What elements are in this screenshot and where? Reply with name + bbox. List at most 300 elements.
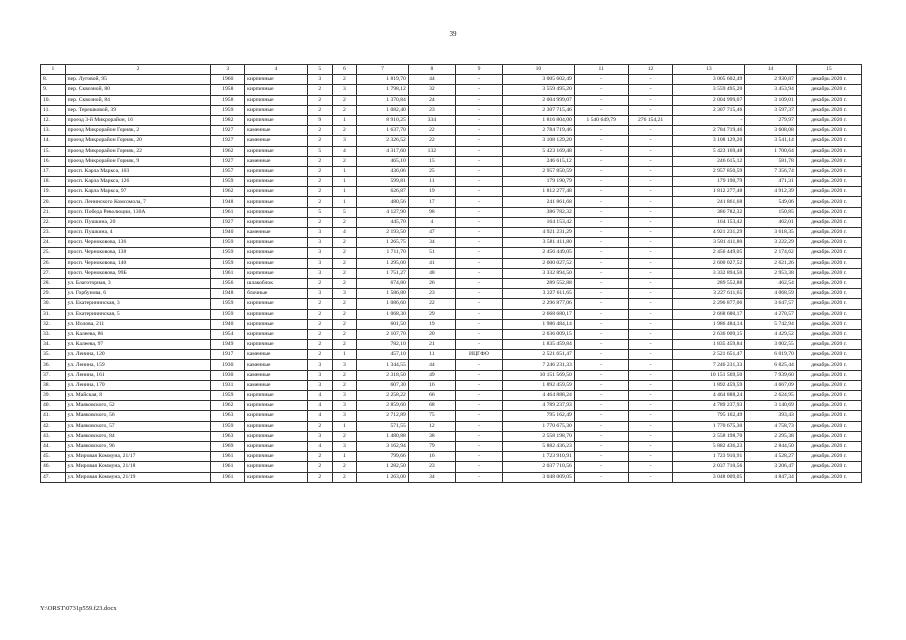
table-cell-col-4: кирпичные <box>245 166 308 176</box>
table-cell-col-2: ул. Майская, 8 <box>65 391 211 401</box>
table-row <box>41 431 862 441</box>
table-cell-col-13: 795 162,49 <box>673 411 745 421</box>
table-cell-col-12: - <box>628 278 673 288</box>
table-cell-col-13: 3 108 129,20 <box>673 136 745 146</box>
table-cell-col-8: 21 <box>408 340 455 350</box>
table-cell-col-6: 5 <box>332 207 357 217</box>
table-cell-col-6: 3 <box>332 441 357 451</box>
table-row <box>41 472 862 482</box>
table-cell-col-13: 2 307 715,46 <box>673 105 745 115</box>
table-cell-col-15: декабрь 2020 г. <box>796 299 861 309</box>
table-cell-col-3: 1959 <box>211 299 245 309</box>
table-cell-col-13: 1 986 484,14 <box>673 319 745 329</box>
table-cell-col-15: декабрь 2020 г. <box>796 360 861 370</box>
table-cell-col-7: 1 082,40 <box>357 105 409 115</box>
table-cell-col-11: - <box>574 431 628 441</box>
table-cell-col-14: 7 939,60 <box>745 370 797 380</box>
table-cell-col-8: 334 <box>408 115 455 125</box>
file-path-footer: Y:\ORST\0731p559.f23.docx <box>40 605 117 612</box>
table-cell-col-13: 246 615,12 <box>673 156 745 166</box>
column-header-5: 5 <box>307 65 332 75</box>
table-cell-col-8: 132 <box>408 146 455 156</box>
table-cell-col-8: 11 <box>408 177 455 187</box>
table-cell-col-11: - <box>574 289 628 299</box>
table-cell-col-13: 3 332 894,50 <box>673 268 745 278</box>
table-cell-col-13: 3 005 602,49 <box>673 75 745 85</box>
table-cell-col-8: 26 <box>408 278 455 288</box>
table-cell-col-2: проезд Микрорайон Горняк, 20 <box>65 136 211 146</box>
table-cell-col-15: декабрь 2020 г. <box>796 472 861 482</box>
table-cell-col-8: 38 <box>408 431 455 441</box>
table-cell-col-12: - <box>628 146 673 156</box>
table-cell-col-14: 1 700,64 <box>745 146 797 156</box>
table-cell-col-15: декабрь 2020 г. <box>796 391 861 401</box>
column-header-15: 15 <box>796 65 861 75</box>
table-cell-col-15: декабрь 2020 г. <box>796 411 861 421</box>
table-cell-col-15: декабрь 2020 г. <box>796 146 861 156</box>
table-cell-col-11: - <box>574 340 628 350</box>
table-cell-col-3: 1959 <box>211 105 245 115</box>
table-cell-col-13: 1 812 277,48 <box>673 187 745 197</box>
table-cell-col-11: - <box>574 391 628 401</box>
table-cell-col-12: - <box>628 299 673 309</box>
table-row <box>41 95 862 105</box>
table-cell-col-7: 1 480,88 <box>357 431 409 441</box>
table-cell-col-2: ул. Маяковского, 84 <box>65 431 211 441</box>
table-cell-col-3: 1940 <box>211 319 245 329</box>
table-cell-col-10: 1 812 277,48 <box>503 187 575 197</box>
table-cell-col-13: 386 782,32 <box>673 207 745 217</box>
table-cell-col-14: 4 270,57 <box>745 309 797 319</box>
table-cell-col-3: 1963 <box>211 411 245 421</box>
table-cell-col-12: - <box>628 136 673 146</box>
table-cell-col-11: - <box>574 126 628 136</box>
table-cell-col-14: 3 597,37 <box>745 105 797 115</box>
table-cell-col-5: 2 <box>307 329 332 339</box>
table-cell-col-14: 2 953,38 <box>745 268 797 278</box>
table-cell-col-6: 2 <box>332 431 357 441</box>
table-cell-col-12: - <box>628 217 673 227</box>
table-cell-col-6: 2 <box>332 105 357 115</box>
table-cell-col-11: - <box>574 360 628 370</box>
table-cell-col-14: 549,06 <box>745 197 797 207</box>
table-row <box>41 340 862 350</box>
table-cell-col-2: просп. Пушкина, 4 <box>65 228 211 238</box>
table-cell-col-13: 7 246 231,33 <box>673 360 745 370</box>
table-cell-col-12: - <box>628 421 673 431</box>
table-cell-col-3: 1948 <box>211 197 245 207</box>
table-cell-col-13: 2 957 850,59 <box>673 166 745 176</box>
table-cell-col-4: кирпичные <box>245 441 308 451</box>
table-cell-col-4: кирпичные <box>245 401 308 411</box>
table-cell-col-8: 34 <box>408 472 455 482</box>
table-cell-col-10: 1 816 804,00 <box>503 115 575 125</box>
table-row <box>41 177 862 187</box>
table-row <box>41 248 862 258</box>
table-cell-col-6: 4 <box>332 146 357 156</box>
table-cell-col-2: ул. Ленина, 170 <box>65 380 211 390</box>
table-cell-col-3: 1961 <box>211 207 245 217</box>
table-cell-col-9: - <box>455 329 502 339</box>
table-cell-col-13: 10 151 569,50 <box>673 370 745 380</box>
table-cell-col-1: 45. <box>41 452 66 462</box>
table-cell-col-6: 2 <box>332 340 357 350</box>
table-header <box>41 65 862 75</box>
table-row <box>41 197 862 207</box>
column-header-7: 7 <box>357 65 409 75</box>
table-cell-col-13: 4 464 888,24 <box>673 391 745 401</box>
table-cell-col-6: 1 <box>332 115 357 125</box>
table-cell-col-13: 1 835 459,84 <box>673 340 745 350</box>
table-row <box>41 421 862 431</box>
table-cell-col-6: 2 <box>332 462 357 472</box>
table-row <box>41 238 862 248</box>
column-header-10: 10 <box>503 65 575 75</box>
table-cell-col-7: 4 127,90 <box>357 207 409 217</box>
table-cell-col-9: - <box>455 340 502 350</box>
table-cell-col-7: 1 282,50 <box>357 462 409 472</box>
table-cell-col-10: 1 892 459,59 <box>503 380 575 390</box>
table-cell-col-14: 3 140,69 <box>745 401 797 411</box>
table-cell-col-9: - <box>455 319 502 329</box>
table-cell-col-9: - <box>455 75 502 85</box>
table-cell-col-9: - <box>455 177 502 187</box>
table-row <box>41 268 862 278</box>
table-cell-col-5: 2 <box>307 177 332 187</box>
table-cell-col-2: просп. Черноковова, 138 <box>65 248 211 258</box>
table-cell-col-10: 3 048 009,05 <box>503 472 575 482</box>
table-cell-col-1: 21. <box>41 207 66 217</box>
table-cell-col-1: 42. <box>41 421 66 431</box>
table-row <box>41 136 862 146</box>
table-cell-col-6: 2 <box>332 248 357 258</box>
table-cell-col-2: ул. Горбунова, 6 <box>65 289 211 299</box>
table-cell-col-3: 1961 <box>211 472 245 482</box>
table-cell-col-14: 462,54 <box>745 278 797 288</box>
table-cell-col-13: - <box>673 115 745 125</box>
table-row <box>41 380 862 390</box>
table-cell-col-8: 34 <box>408 238 455 248</box>
table-cell-col-12: - <box>628 350 673 360</box>
table-cell-col-15: декабрь 2020 г. <box>796 268 861 278</box>
table-cell-col-8: 23 <box>408 462 455 472</box>
table-cell-col-9: - <box>455 207 502 217</box>
table-cell-col-4: кирпичные <box>245 75 308 85</box>
table-cell-col-1: 24. <box>41 238 66 248</box>
table-cell-col-1: 41. <box>41 411 66 421</box>
table-cell-col-13: 2 600 027,52 <box>673 258 745 268</box>
table-cell-col-2: просп. Карла Маркса, 97 <box>65 187 211 197</box>
table-cell-col-14: 4 847,34 <box>745 472 797 482</box>
table-cell-col-13: 3 559 495,20 <box>673 85 745 95</box>
table-cell-col-14: 3 541,14 <box>745 136 797 146</box>
table-cell-col-7: 607,30 <box>357 380 409 390</box>
table-cell-col-13: 5 882 436,23 <box>673 441 745 451</box>
column-header-2: 2 <box>65 65 211 75</box>
table-cell-col-7: 2 326,52 <box>357 136 409 146</box>
table-cell-col-12: - <box>628 340 673 350</box>
table-cell-col-3: 1949 <box>211 340 245 350</box>
table-cell-col-11: - <box>574 411 628 421</box>
table-cell-col-10: 795 162,49 <box>503 411 575 421</box>
table-cell-col-2: просп. Пушкина, 20 <box>65 217 211 227</box>
table-cell-col-10: 5 882 436,23 <box>503 441 575 451</box>
table-cell-col-9: - <box>455 391 502 401</box>
table-cell-col-8: 66 <box>408 391 455 401</box>
table-cell-col-2: проезд Микрорайон Горняк, 22 <box>65 146 211 156</box>
table-cell-col-9: ИЦГФО <box>455 350 502 360</box>
table-cell-col-11: - <box>574 329 628 339</box>
table-cell-col-1: 23. <box>41 228 66 238</box>
table-cell-col-10: 5 423 169,48 <box>503 146 575 156</box>
table-cell-col-9: - <box>455 401 502 411</box>
table-cell-col-3: 1962 <box>211 146 245 156</box>
table-cell-col-13: 289 552,88 <box>673 278 745 288</box>
table-cell-col-2: пер. Луговой, 95 <box>65 75 211 85</box>
table-cell-col-12: - <box>628 329 673 339</box>
table-cell-col-5: 2 <box>307 156 332 166</box>
table-cell-col-2: ул. Маяковского, 52 <box>65 401 211 411</box>
table-cell-col-5: 2 <box>307 95 332 105</box>
table-cell-col-12: - <box>628 258 673 268</box>
table-cell-col-9: - <box>455 197 502 207</box>
table-row <box>41 441 862 451</box>
table-cell-col-13: 4 921 231,29 <box>673 228 745 238</box>
table-row <box>41 299 862 309</box>
table-cell-col-10: 386 782,32 <box>503 207 575 217</box>
table-cell-col-8: 19 <box>408 187 455 197</box>
table-cell-col-8: 11 <box>408 350 455 360</box>
table-cell-col-1: 27. <box>41 268 66 278</box>
table-cell-col-5: 2 <box>307 166 332 176</box>
table-cell-col-9: - <box>455 289 502 299</box>
table-cell-col-13: 164 153,42 <box>673 217 745 227</box>
table-cell-col-10: 2 004 999,07 <box>503 95 575 105</box>
column-header-9: 9 <box>455 65 502 75</box>
table-cell-col-14: 3 206,47 <box>745 462 797 472</box>
table-cell-col-12: - <box>628 289 673 299</box>
table-cell-col-7: 2 258,22 <box>357 391 409 401</box>
table-cell-col-1: 22. <box>41 217 66 227</box>
table-cell-col-4: кирпичные <box>245 472 308 482</box>
table-body <box>41 75 862 483</box>
table-cell-col-4: кирпичные <box>245 258 308 268</box>
table-cell-col-7: 782,10 <box>357 340 409 350</box>
table-cell-col-8: 47 <box>408 228 455 238</box>
table-cell-col-5: 2 <box>307 462 332 472</box>
table-cell-col-9: - <box>455 452 502 462</box>
table-cell-col-14: 3 002,55 <box>745 340 797 350</box>
table-cell-col-9: - <box>455 380 502 390</box>
table-cell-col-4: кирпичные <box>245 197 308 207</box>
table-cell-col-5: 3 <box>307 75 332 85</box>
table-cell-col-10: 289 552,88 <box>503 278 575 288</box>
table-cell-col-11: - <box>574 319 628 329</box>
table-cell-col-2: пер. Терешковой, 39 <box>65 105 211 115</box>
table-cell-col-9: - <box>455 278 502 288</box>
table-cell-col-6: 1 <box>332 177 357 187</box>
table-cell-col-13: 1 723 910,91 <box>673 452 745 462</box>
table-cell-col-15: декабрь 2020 г. <box>796 177 861 187</box>
table-cell-col-15: декабрь 2020 г. <box>796 126 861 136</box>
table-cell-col-5: 2 <box>307 350 332 360</box>
table-cell-col-12: - <box>628 462 673 472</box>
table-cell-col-1: 38. <box>41 380 66 390</box>
table-cell-col-3: 1961 <box>211 462 245 472</box>
table-cell-col-8: 41 <box>408 258 455 268</box>
table-cell-col-7: 1 711,70 <box>357 248 409 258</box>
table-cell-col-11: - <box>574 75 628 85</box>
column-header-12: 12 <box>628 65 673 75</box>
column-header-11: 11 <box>574 65 628 75</box>
table-cell-col-3: 1954 <box>211 329 245 339</box>
table-cell-col-11: - <box>574 156 628 166</box>
table-cell-col-1: 19. <box>41 187 66 197</box>
table-cell-col-10: 3 005 602,49 <box>503 75 575 85</box>
table-cell-col-1: 12. <box>41 115 66 125</box>
table-cell-col-5: 3 <box>307 370 332 380</box>
table-cell-col-4: шлакоблок <box>245 278 308 288</box>
table-cell-col-10: 179 190,79 <box>503 177 575 187</box>
table-cell-col-3: 1927 <box>211 136 245 146</box>
table-cell-col-6: 2 <box>332 238 357 248</box>
table-cell-col-13: 2 037 710,56 <box>673 462 745 472</box>
table-cell-col-12: - <box>628 360 673 370</box>
table-cell-col-1: 46. <box>41 462 66 472</box>
table-cell-col-8: 79 <box>408 441 455 451</box>
table-cell-col-2: ул. Маяковского, 57 <box>65 421 211 431</box>
table-cell-col-6: 2 <box>332 217 357 227</box>
table-cell-col-11: - <box>574 136 628 146</box>
table-cell-col-3: 1962 <box>211 401 245 411</box>
table-cell-col-8: 49 <box>408 370 455 380</box>
table-cell-col-11: - <box>574 105 628 115</box>
table-cell-col-14: 2 174,62 <box>745 248 797 258</box>
table-cell-col-5: 2 <box>307 126 332 136</box>
table-cell-col-6: 2 <box>332 472 357 482</box>
table-cell-col-11: - <box>574 85 628 95</box>
housing-register-table <box>40 64 862 483</box>
table-cell-col-4: кирпичные <box>245 391 308 401</box>
table-cell-col-12: - <box>628 411 673 421</box>
table-cell-col-13: 2 668 680,17 <box>673 309 745 319</box>
table-cell-col-4: кирпичные <box>245 238 308 248</box>
table-cell-col-4: кирпичные <box>245 85 308 95</box>
table-cell-col-12: - <box>628 126 673 136</box>
table-cell-col-11: - <box>574 166 628 176</box>
table-cell-col-11: - <box>574 197 628 207</box>
table-cell-col-4: кирпичные <box>245 411 308 421</box>
table-cell-col-9: - <box>455 217 502 227</box>
table-cell-col-10: 1 723 910,91 <box>503 452 575 462</box>
table-cell-col-2: просп. Черноковова, 136 <box>65 238 211 248</box>
table-cell-col-4: каменные <box>245 228 308 238</box>
table-cell-col-13: 1 770 675,30 <box>673 421 745 431</box>
table-cell-col-15: декабрь 2020 г. <box>796 75 861 85</box>
table-cell-col-11: - <box>574 95 628 105</box>
table-cell-col-13: 2 296 877,06 <box>673 299 745 309</box>
table-cell-col-1: 31. <box>41 309 66 319</box>
table-cell-col-7: 1 586,80 <box>357 289 409 299</box>
table-cell-col-12: - <box>628 319 673 329</box>
table-cell-col-11: - <box>574 472 628 482</box>
table-cell-col-10: 3 108 129,20 <box>503 136 575 146</box>
table-cell-col-2: просп. Карла Маркса, 126 <box>65 177 211 187</box>
table-cell-col-15: декабрь 2020 г. <box>796 370 861 380</box>
table-cell-col-15: декабрь 2020 г. <box>796 95 861 105</box>
table-cell-col-10: 3 581 411,80 <box>503 238 575 248</box>
table-cell-col-6: 2 <box>332 329 357 339</box>
table-row <box>41 289 862 299</box>
table-cell-col-5: 2 <box>307 340 332 350</box>
table-cell-col-7: 2 318,50 <box>357 370 409 380</box>
table-cell-col-15: декабрь 2020 г. <box>796 401 861 411</box>
table-cell-col-5: 2 <box>307 299 332 309</box>
table-cell-col-14: 2 624,95 <box>745 391 797 401</box>
table-cell-col-7: 8 910,25 <box>357 115 409 125</box>
table-cell-col-7: 1 370,84 <box>357 95 409 105</box>
table-cell-col-1: 20. <box>41 197 66 207</box>
table-cell-col-4: кирпичные <box>245 319 308 329</box>
table-cell-col-6: 2 <box>332 299 357 309</box>
table-cell-col-4: кирпичные <box>245 421 308 431</box>
table-cell-col-5: 2 <box>307 309 332 319</box>
table-cell-col-6: 3 <box>332 391 357 401</box>
table-cell-col-3: 1948 <box>211 289 245 299</box>
table-cell-col-9: - <box>455 268 502 278</box>
column-header-1: 1 <box>41 65 66 75</box>
table-cell-col-13: 2 004 999,07 <box>673 95 745 105</box>
table-cell-col-2: проезд Микрорайон Горняк, 9 <box>65 156 211 166</box>
table-cell-col-1: 43. <box>41 431 66 441</box>
table-cell-col-14: 7 356,74 <box>745 166 797 176</box>
table-cell-col-7: 3 162,94 <box>357 441 409 451</box>
table-cell-col-14: 2 844,50 <box>745 441 797 451</box>
table-cell-col-10: 2 957 850,59 <box>503 166 575 176</box>
table-cell-col-1: 28. <box>41 278 66 288</box>
table-cell-col-2: ул. Калеева, 97 <box>65 340 211 350</box>
table-cell-col-14: 3 222,29 <box>745 238 797 248</box>
table-cell-col-6: 2 <box>332 156 357 166</box>
table-row <box>41 207 862 217</box>
table-cell-col-13: 3 048 009,05 <box>673 472 745 482</box>
table-cell-col-8: 68 <box>408 401 455 411</box>
table-cell-col-15: декабрь 2020 г. <box>796 85 861 95</box>
table-cell-col-5: 5 <box>307 207 332 217</box>
table-cell-col-12: - <box>628 268 673 278</box>
table-cell-col-1: 36. <box>41 360 66 370</box>
table-cell-col-8: 98 <box>408 207 455 217</box>
table-cell-col-3: 1962 <box>211 187 245 197</box>
table-cell-col-13: 2 636 009,15 <box>673 329 745 339</box>
table-cell-col-6: 3 <box>332 360 357 370</box>
table-cell-col-6: 4 <box>332 228 357 238</box>
table-cell-col-5: 5 <box>307 146 332 156</box>
table-cell-col-15: декабрь 2020 г. <box>796 309 861 319</box>
table-row <box>41 126 862 136</box>
table-cell-col-8: 25 <box>408 166 455 176</box>
table-cell-col-1: 35. <box>41 350 66 360</box>
table-cell-col-15: декабрь 2020 г. <box>796 462 861 472</box>
table-cell-col-11: - <box>574 228 628 238</box>
table-cell-col-11: - <box>574 146 628 156</box>
table-cell-col-9: - <box>455 299 502 309</box>
table-cell-col-1: 16. <box>41 156 66 166</box>
table-cell-col-8: 19 <box>408 319 455 329</box>
table-cell-col-9: - <box>455 187 502 197</box>
table-cell-col-12: - <box>628 105 673 115</box>
table-cell-col-2: ул. Ленина, 120 <box>65 350 211 360</box>
